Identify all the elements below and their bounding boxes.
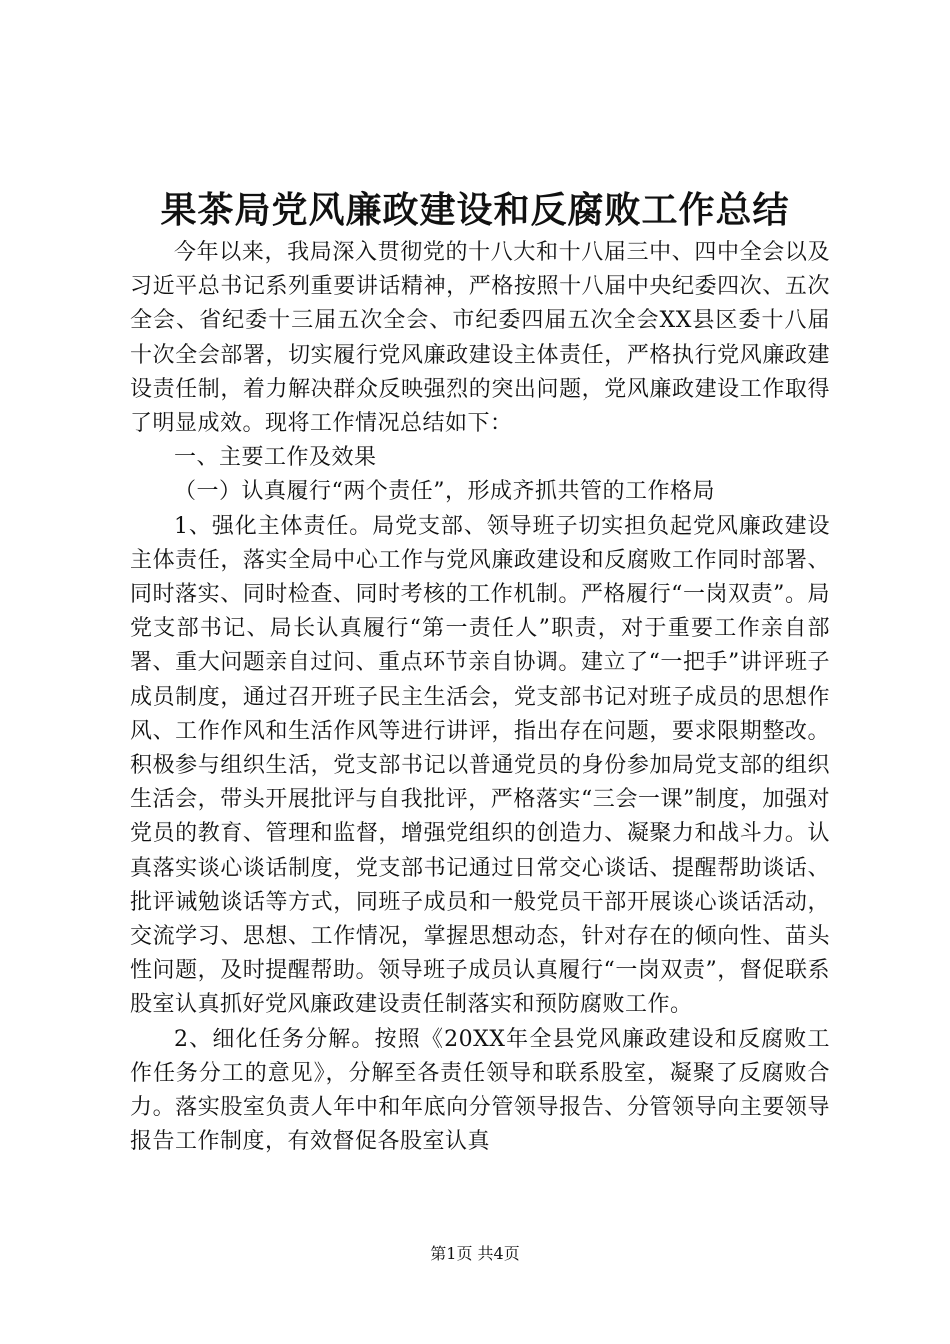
subsection-heading: （一）认真履行“两个责任”，形成齐抓共管的工作格局 xyxy=(174,479,715,505)
document-title: 果茶局党风廉政建设和反腐败工作总结 xyxy=(160,189,790,231)
section-heading: 一、主要工作及效果 xyxy=(174,445,377,471)
page-footer: 第1页 共4页 xyxy=(430,1244,520,1263)
body-paragraph: 1、强化主体责任。局党支部、领导班子切实担负起党风廉政建设主体责任，落实全局中心工作与党风廉政建设和反腐败工作同时部署、同时落实、同时检查、同时考核的工作机制。严格履行“一岗双责”。局党支部书记、局长认真履行“第一责任人”职责，对于重要工作亲自部署、重大问题亲自过问、重点环节亲自协调。建立了“一把手”讲评班子成员制度，通过召开班子民主生活会，党支部书记对班子成员的思想作风、工作作风和生活作风等进行讲评，指出存在问题，要求限期整改。积极参与组织生活，党支部书记以普通党员的身份参加局党支部的组织生活会，带头开展批评与自我批评，严格落实“三会一课”制度，加强对党员的教育、管理和监督，增强党组织的创造力、凝聚力和战斗力。认真落实谈心谈话制度，党支部书记通过日常交心谈话、提醒帮助谈话、批评诫勉谈话等方式，同班子成员和一般党员干部开展谈心谈话活动，交流学习、思想、工作情况，掌握思想动态，针对存在的倾向性、苗头性问题，及时提醒帮助。领导班子成员认真履行“一岗双责”，督促联系股室认真抓好党风廉政建设责任制落实和预防腐败工作。 xyxy=(130,513,830,1018)
body-paragraph: 2、细化任务分解。按照《20XX年全县党风廉政建设和反腐败工作任务分工的意见》，分解至各责任领导和联系股室，凝聚了反腐败合力。落实股室负责人年中和年底向分管领导报告、分管领导向主要领导报告工作制度，有效督促各股室认真 xyxy=(130,1026,830,1155)
intro-paragraph: 今年以来，我局深入贯彻党的十八大和十八届三中、四中全会以及习近平总书记系列重要讲话精神，严格按照十八届中央纪委四次、五次全会、省纪委十三届五次全会、市纪委四届五次全会XX县区委十八届十次全会部署，切实履行党风廉政建设主体责任，严格执行党风廉政建设责任制，着力解决群众反映强烈的突出问题，党风廉政建设工作取得了明显成效。现将工作情况总结如下： xyxy=(130,240,830,437)
document-body xyxy=(130,236,830,1159)
